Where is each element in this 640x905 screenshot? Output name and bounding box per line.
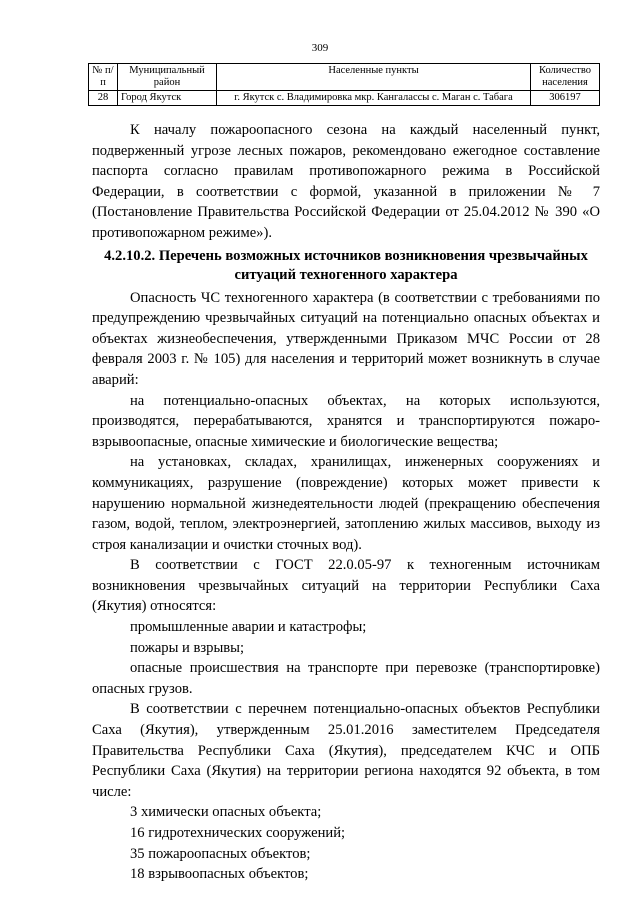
paragraph-installations: на установках, складах, хранилищах, инженерных сооружениях и коммуникациях, разрушение (повреждение) которых может привести к нарушению нормальной жизнедеятельности людей (прекращению обеспечения газом, водой, теплом, электроэнергией, затоплению жилых массивов, выходу из строя канализации и очистки сточных вод). (92, 454, 600, 553)
header-population: Количество населения (531, 64, 600, 91)
paragraph-object-list: В соответствии с перечнем потенциально-опасных объектов Республики Саха (Якутия), утвержденным 25.01.2016 заместителем Председателя Правительства Республики Саха (Якутия), председателем КЧС и ОПБ Республики Саха (Якутия) на территории региона находятся 92 объекта, в том числе: (92, 701, 600, 800)
cell-district: Город Якутск (118, 91, 217, 106)
list-item: промышленные аварии и катастрофы; (130, 619, 367, 636)
paragraph-gost: В соответствии с ГОСТ 22.0.05-97 к техногенным источникам возникновения чрезвычайных ситуаций на территории Республики Саха (Якутия) относятся: (92, 557, 600, 615)
cell-num: 28 (89, 91, 118, 106)
list-item: 3 химически опасных объекта; (130, 804, 322, 821)
paragraph-technogenic-danger: Опасность ЧС техногенного характера (в соответствии с требованиями по предупреждению чрезвычайных ситуаций на потенциально опасных объектах и объектах жизнеобеспечения, утвержденными Приказом МЧС России от 28 февраля 2003 г. № 105) для населения и территорий может возникнуть в случае аварий: (92, 289, 600, 388)
header-settlements: Населенные пункты (217, 64, 531, 91)
header-num: № п/п (89, 64, 118, 91)
list-item: 18 взрывоопасных объектов; (130, 866, 309, 883)
list-item: 16 гидротехнических сооружений; (130, 825, 346, 841)
population-table (88, 63, 600, 106)
paragraph-hazardous-objects: на потенциально-опасных объектах, на которых используются, производятся, перерабатываются, хранятся и транспортируются пожаро-взрывоопасные, опасные химические и биологические вещества; (92, 392, 600, 450)
cell-settlements: г. Якутск с. Владимировка мкр. Кангалассы с. Маган с. Табага (217, 91, 531, 106)
cell-population: 306197 (531, 91, 600, 106)
document-body (92, 120, 600, 885)
table-row (89, 91, 600, 106)
header-district: Муниципальный район (118, 64, 217, 91)
page-number: 309 (311, 42, 329, 54)
table-header-row (89, 64, 600, 91)
section-heading: 4.2.10.2. Перечень возможных источников возникновения чрезвычайных ситуаций техногенного характера (104, 247, 588, 283)
list-item: опасные происшествия на транспорте при перевозке (транспортировке) опасных грузов. (92, 660, 600, 697)
list-item: 35 пожароопасных объектов; (130, 845, 311, 862)
paragraph-fire-passport: К началу пожароопасного сезона на каждый населенный пункт, подверженный угрозе лесных пожаров, рекомендовано ежегодное составление паспорта согласно правилам противопожарного режима в Российской Федерации, в соответствии с формой, указанной в приложении № 7 (Постановление Правительства Российской Федерации от 25.04.2012 № 390 «О противопожарном режиме»). (92, 122, 600, 241)
list-item: пожары и взрывы; (130, 639, 245, 656)
